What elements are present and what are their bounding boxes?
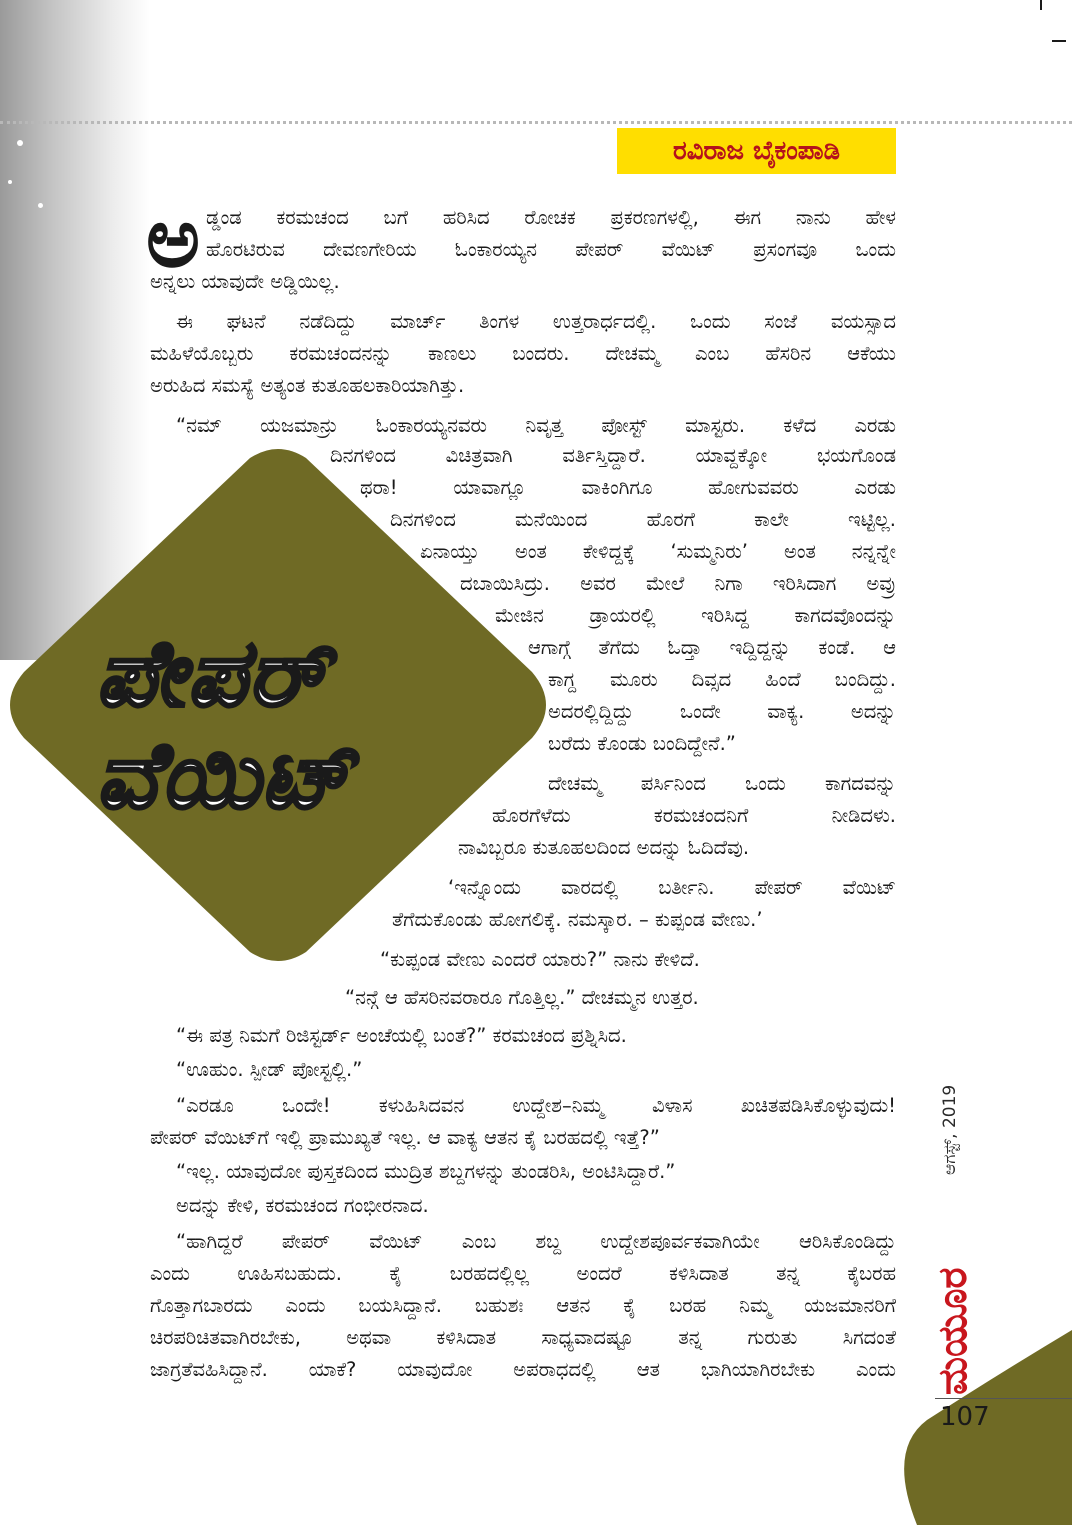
text-line: ತೆಗೆದುಕೊಂಡು ಹೋಗಲಿಕ್ಕೆ. ನಮಸ್ಕಾರ. – ಕುಪ್ಪಂಡ ವೇಣು.’	[392, 908, 763, 931]
text-line: “ನನ್ಗೆ ಆ ಹೆಸರಿನವರಾರೂ ಗೊತ್ತಿಲ್ಲ.” ದೇಚಮ್ಮನ ಉತ್ತರ.	[345, 986, 699, 1009]
text-line: ಜಾಗ್ರತೆವಹಿಸಿದ್ದಾನೆ. ಯಾಕೆ? ಯಾವುದೋ ಅಪರಾಧದಲ್ಲಿ ಆತ ಭಾಗಿಯಾಗಿರಬೇಕು ಎಂದು	[150, 1358, 896, 1381]
text-line: ದಿನಗಳಿಂದ ಮನೆಯಿಂದ ಹೊರಗೆ ಕಾಲೇ ಇಟ್ಟಿಲ್ಲ.	[390, 508, 896, 531]
text-line: ದಿನಗಳಿಂದ ವಿಚಿತ್ರವಾಗಿ ವರ್ತಿಸ್ತಿದ್ದಾರೆ. ಯಾವ್ದಕ್ಕೋ ಭಯಗೊಂಡ	[330, 444, 896, 467]
issue-date: ಆಗಸ್ಟ್, 2019	[940, 1084, 960, 1175]
text-line: ಥರಾ! ಯಾವಾಗ್ಲೂ ವಾಕಿಂಗಿಗೂ ಹೋಗುವವರು ಎರಡು	[360, 476, 896, 499]
text-line: ಹೊರಟಿರುವ ದೇವಣಗೇರಿಯ ಓಂಕಾರಯ್ಯನ ಪೇಪರ್ ವೆಯಿಟ್ ಪ್ರಸಂಗವೂ ಒಂದು	[206, 238, 896, 261]
text-line: ಅನ್ನಲು ಯಾವುದೇ ಅಡ್ಡಿಯಿಲ್ಲ.	[150, 270, 340, 293]
crop-mark	[1052, 40, 1066, 42]
title-line-2: ವೆಯಿಟ್	[96, 722, 354, 829]
text-line: ಪೇಪರ್ ವೆಯಿಟ್‌ಗೆ ಇಲ್ಲಿ ಪ್ರಾಮುಖ್ಯತೆ ಇಲ್ಲ. ಆ ವಾಕ್ಯ ಆತನ ಕೈ ಬರಹದಲ್ಲಿ ಇತ್ತೆ?”	[150, 1126, 660, 1149]
text-line: ‘ಇನ್ನೊಂದು ವಾರದಲ್ಲಿ ಬರ್ತೀನಿ. ಪೇಪರ್ ವೆಯಿಟ್	[448, 876, 896, 899]
text-line: ದೇಚಮ್ಮ ಪರ್ಸಿನಿಂದ ಒಂದು ಕಾಗದವನ್ನು	[548, 772, 896, 795]
text-line: ಅರುಹಿದ ಸಮಸ್ಯೆ ಅತ್ಯಂತ ಕುತೂಹಲಕಾರಿಯಾಗಿತ್ತು.	[150, 374, 465, 397]
text-line: ಏನಾಯ್ತು ಅಂತ ಕೇಳಿದ್ದಕ್ಕೆ ‘ಸುಮ್ಮನಿರು’ ಅಂತ ನನ್ನನ್ನೇ	[420, 540, 896, 563]
text-line: “ಕುಪ್ಪಂಡ ವೇಣು ಎಂದರೆ ಯಾರು?” ನಾನು ಕೇಳಿದೆ.	[380, 948, 700, 971]
text-line: “ನಮ್ ಯಜಮಾನ್ರು ಓಂಕಾರಯ್ಯನವರು ನಿವೃತ್ತ ಪೋಸ್ಟ್ ಮಾಸ್ಟರು. ಕಳೆದ ಎರಡು	[176, 414, 896, 437]
text-line: “ಈ ಪತ್ರ ನಿಮಗೆ ರಿಜಿಸ್ಟರ್ಡ್ ಅಂಚೆಯಲ್ಲಿ ಬಂತೆ?” ಕರಮಚಂದ ಪ್ರಶ್ನಿಸಿದ.	[176, 1024, 627, 1047]
page-number: 107	[940, 1402, 990, 1432]
crop-mark	[1040, 0, 1042, 10]
text-line: ಕಾಗ್ದ ಮೂರು ದಿವ್ಸದ ಹಿಂದೆ ಬಂದಿದ್ದು.	[548, 668, 896, 691]
text-line: ಚಿರಪರಿಚಿತವಾಗಿರಬೇಕು, ಅಥವಾ ಕಳಿಸಿದಾತ ಸಾಧ್ಯವಾದಷ್ಟೂ ತನ್ನ ಗುರುತು ಸಿಗದಂತೆ	[150, 1326, 896, 1349]
text-line: ಎಂದು ಊಹಿಸಬಹುದು. ಕೈ ಬರಹದಲ್ಲಿಲ್ಲ ಅಂದರೆ ಕಳಿಸಿದಾತ ತನ್ನ ಕೈಬರಹ	[150, 1262, 896, 1285]
text-line: “ಎರಡೂ ಒಂದೇ! ಕಳುಹಿಸಿದವನ ಉದ್ದೇಶ–ನಿಮ್ಮ ವಿಳಾಸ ಖಚಿತಪಡಿಸಿಕೊಳ್ಳುವುದು!	[176, 1094, 896, 1117]
text-line: ಗೊತ್ತಾಗಬಾರದು ಎಂದು ಬಯಸಿದ್ದಾನೆ. ಬಹುಶಃ ಆತನ ಕೈ ಬರಹ ನಿಮ್ಮ ಯಜಮಾನರಿಗೆ	[150, 1294, 896, 1317]
text-line: ಮೇಜಿನ ಡ್ರಾಯರಲ್ಲಿ ಇರಿಸಿದ್ದ ಕಾಗದವೊಂದನ್ನು	[495, 604, 896, 627]
text-line: ದಬಾಯಿಸಿದ್ರು. ಅವರ ಮೇಲೆ ನಿಗಾ ಇರಿಸಿದಾಗ ಅವ್ರು	[460, 572, 896, 595]
footer-rule	[935, 1398, 1072, 1399]
author-byline: ರವಿರಾಜ ಬೈಕಂಪಾಡಿ	[617, 128, 896, 174]
text-line: “ಇಲ್ಲ. ಯಾವುದೋ ಪುಸ್ತಕದಿಂದ ಮುದ್ರಿತ ಶಬ್ದಗಳನ್ನು ತುಂಡರಿಸಿ, ಅಂಟಿಸಿದ್ದಾರೆ.”	[176, 1160, 676, 1183]
title-line-1: ಪೇಪರ್	[96, 620, 329, 727]
text-line: ನಾವಿಬ್ಬರೂ ಕುತೂಹಲದಿಂದ ಅದನ್ನು ಓದಿದೆವು.	[458, 836, 750, 859]
text-line: ಈ ಘಟನೆ ನಡೆದಿದ್ದು ಮಾರ್ಚ್ ತಿಂಗಳ ಉತ್ತರಾರ್ಧದಲ್ಲಿ. ಒಂದು ಸಂಜೆ ವಯಸ್ಸಾದ	[176, 310, 896, 333]
text-line: “ಊಹುಂ. ಸ್ಪೀಡ್ ಪೋಸ್ಟಲ್ಲಿ.”	[176, 1058, 363, 1081]
dotted-divider	[0, 121, 1072, 124]
text-line: ಬರೆದು ಕೊಂಡು ಬಂದಿದ್ದೇನೆ.”	[548, 732, 736, 755]
text-line: ಮಹಿಳೆಯೊಬ್ಬರು ಕರಮಚಂದನನ್ನು ಕಾಣಲು ಬಂದರು. ದೇಚಮ್ಮ ಎಂಬ ಹೆಸರಿನ ಆಕೆಯು	[150, 342, 896, 365]
text-line: ಡ್ಡಂಡ ಕರಮಚಂದ ಬಗೆ ಹರಿಸಿದ ರೋಚಕ ಪ್ರಕರಣಗಳಲ್ಲಿ, ಈಗ ನಾನು ಹೇಳ	[206, 206, 896, 229]
text-line: ಆಗಾಗ್ಗೆ ತೆಗೆದು ಓದ್ತಾ ಇದ್ದಿದ್ದನ್ನು ಕಂಡೆ. ಆ	[528, 636, 896, 659]
sparkle-dot	[8, 180, 12, 184]
sparkle-dot	[17, 140, 23, 146]
drop-cap: ಅ	[146, 191, 201, 286]
magazine-logo: ಮಯೂರ	[930, 1267, 976, 1395]
text-line: ಹೊರಗೆಳೆದು ಕರಮಚಂದನಿಗೆ ನೀಡಿದಳು.	[492, 804, 896, 827]
sparkle-dot	[38, 203, 43, 208]
text-line: ಅದನ್ನು ಕೇಳಿ, ಕರಮಚಂದ ಗಂಭೀರನಾದ.	[176, 1194, 429, 1217]
text-line: “ಹಾಗಿದ್ದರೆ ಪೇಪರ್ ವೆಯಿಟ್ ಎಂಬ ಶಬ್ದ ಉದ್ದೇಶಪೂರ್ವಕವಾಗಿಯೇ ಆರಿಸಿಕೊಂಡಿದ್ದು	[176, 1230, 896, 1253]
text-line: ಅದರಲ್ಲಿದ್ದಿದ್ದು ಒಂದೇ ವಾಕ್ಯ. ಅದನ್ನು	[548, 700, 896, 723]
